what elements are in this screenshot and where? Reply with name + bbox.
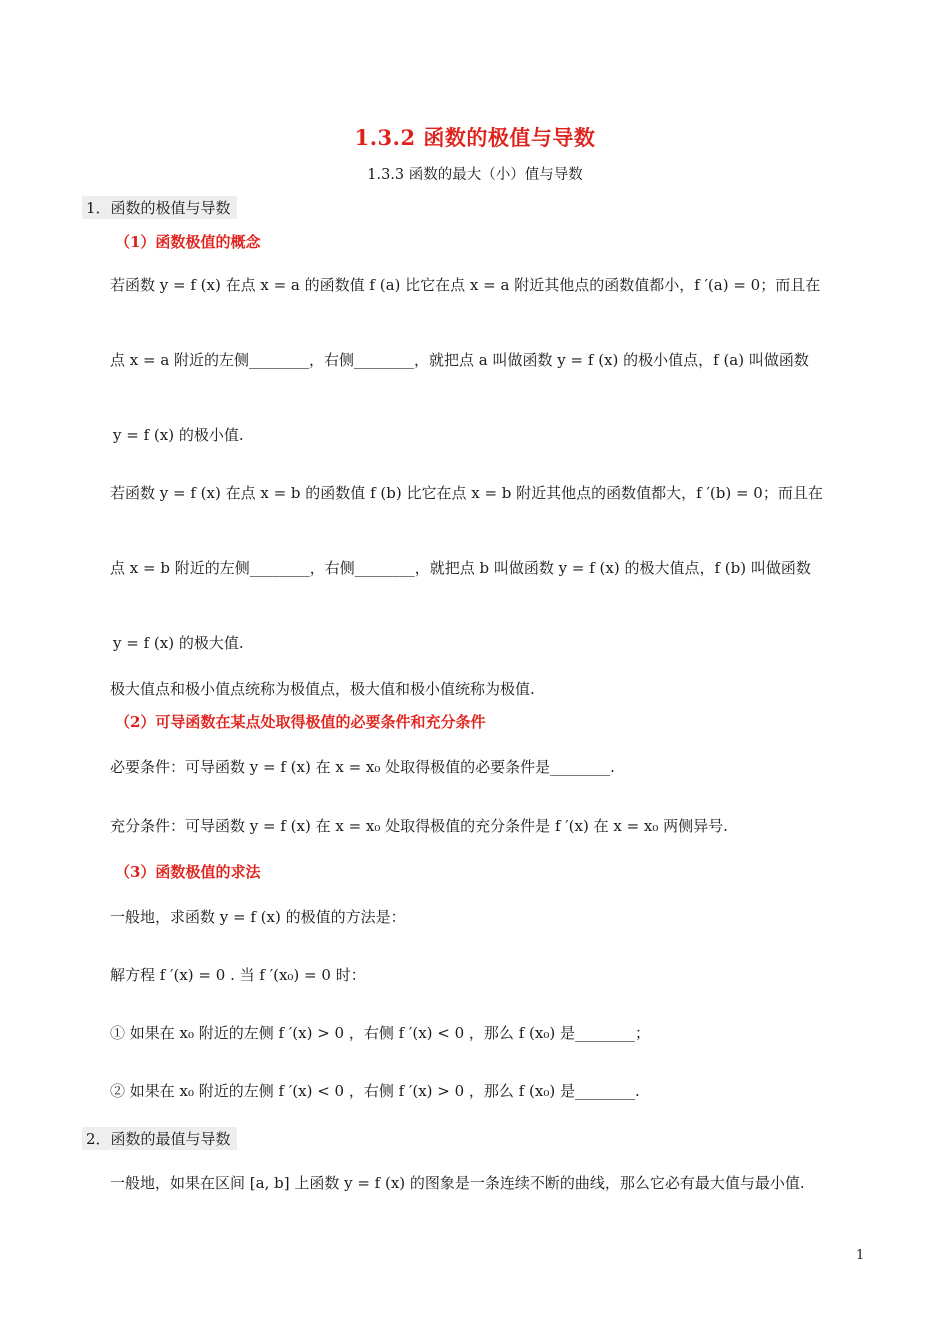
paragraph-line: 解方程 f ′(x) = 0 . 当 f ′(x₀) = 0 时：	[110, 966, 366, 984]
section-heading-1: 1．函数的极值与导数	[82, 196, 237, 219]
paragraph-line: 充分条件：可导函数 y = f (x) 在 x = x₀ 处取得极值的充分条件是 f ′(x) 在 x = x₀ 两侧异号.	[110, 817, 728, 835]
page-subtitle: 1.3.3 函数的最大（小）值与导数	[367, 167, 583, 183]
subheading-1: （1）函数极值的概念	[115, 233, 261, 251]
section-heading-2: 2．函数的最值与导数	[82, 1127, 237, 1150]
paragraph-line: ② 如果在 x₀ 附近的左侧 f ′(x) < 0 ，右侧 f ′(x) > 0 ，那么 f (x₀) 是________.	[110, 1082, 640, 1100]
paragraph-line: 点 x = a 附近的左侧________，右侧________，就把点 a 叫做函数 y = f (x) 的极小值点，f (a) 叫做函数	[110, 351, 809, 369]
subheading-3: （3）函数极值的求法	[115, 863, 261, 881]
subheading-2: （2）可导函数在某点处取得极值的必要条件和充分条件	[115, 713, 486, 731]
paragraph-line: 一般地，求函数 y = f (x) 的极值的方法是：	[110, 908, 406, 926]
paragraph-line: ① 如果在 x₀ 附近的左侧 f ′(x) > 0 ，右侧 f ′(x) < 0 ，那么 f (x₀) 是________；	[110, 1024, 650, 1042]
paragraph-line: y = f (x) 的极小值.	[113, 426, 244, 444]
paragraph-line: 极大值点和极小值点统称为极值点，极大值和极小值统称为极值.	[110, 680, 535, 698]
page-title: 1.3.2 函数的极值与导数	[354, 125, 596, 150]
paragraph-line: y = f (x) 的极大值.	[113, 634, 244, 652]
paragraph-line: 一般地，如果在区间 [a, b] 上函数 y = f (x) 的图象是一条连续不断的曲线，那么它必有最大值与最小值.	[110, 1174, 805, 1192]
paragraph-line: 若函数 y = f (x) 在点 x = a 的函数值 f (a) 比它在点 x = a 附近其他点的函数值都小，f ′(a) = 0；而且在	[110, 276, 821, 294]
paragraph-line: 必要条件：可导函数 y = f (x) 在 x = x₀ 处取得极值的必要条件是________.	[110, 758, 615, 776]
paragraph-line: 点 x = b 附近的左侧________，右侧________，就把点 b 叫做函数 y = f (x) 的极大值点，f (b) 叫做函数	[110, 559, 811, 577]
page-number: 1	[856, 1248, 865, 1263]
paragraph-line: 若函数 y = f (x) 在点 x = b 的函数值 f (b) 比它在点 x = b 附近其他点的函数值都大，f ′(b) = 0；而且在	[110, 484, 823, 502]
